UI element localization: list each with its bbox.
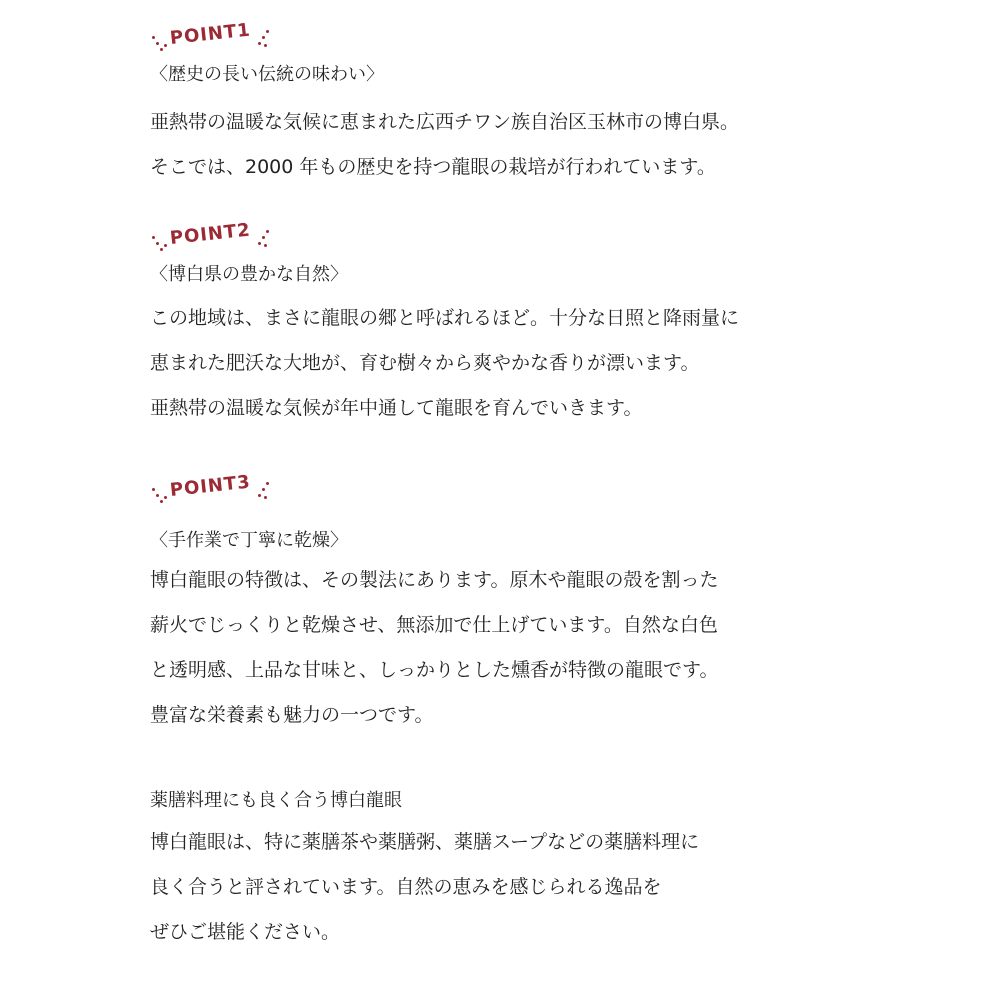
point1-badge [150, 19, 280, 60]
point2-badge [150, 219, 280, 260]
sparkle-dots-right-icon [254, 26, 274, 60]
point3-line-3: と透明感、上品な甘味と、しっかりとした燻香が特徴の龍眼です。 [150, 659, 719, 681]
point3-heading: 〈手作業で丁寧に乾燥〉 [150, 530, 348, 551]
point3-line-4: 豊富な栄養素も魅力の一つです。 [150, 704, 434, 726]
yakuzen-section [150, 786, 970, 955]
yakuzen-heading: 薬膳料理にも良く合う博白龍眼 [150, 790, 402, 811]
point1-heading: 〈歴史の長い伝統の味わい〉 [150, 64, 384, 85]
sparkle-dots-left-icon [150, 478, 170, 512]
point1-label: POINT1 [168, 19, 252, 49]
sparkle-dots-right-icon [254, 478, 274, 512]
point2-label: POINT2 [168, 219, 252, 249]
sparkle-dots-left-icon [150, 226, 170, 260]
point3-badge [150, 471, 280, 512]
point2-heading: 〈博白県の豊かな自然〉 [150, 264, 348, 285]
point2-line-1: この地域は、まさに龍眼の郷と呼ばれるほど。十分な日照と降雨量に [150, 307, 740, 329]
point1-line-2: そこでは、2000 年もの歴史を持つ龍眼の栽培が行われています。 [150, 156, 716, 178]
point2-line-3: 亜熱帯の温暖な気候が年中通して龍眼を育んでいきます。 [150, 397, 643, 419]
point1-section [150, 19, 970, 190]
sparkle-dots-right-icon [254, 226, 274, 260]
sparkle-dots-left-icon [150, 26, 170, 60]
point3-line-2: 薪火でじっくりと乾燥させ、無添加で仕上げています。自然な白色 [150, 614, 718, 636]
yakuzen-line-1: 博白龍眼は、特に薬膳茶や薬膳粥、薬膳スープなどの薬膳料理に [150, 831, 700, 853]
yakuzen-line-2: 良く合うと評されています。自然の恵みを感じられる逸品を [150, 876, 662, 898]
yakuzen-line-3: ぜひご堪能ください。 [150, 921, 341, 943]
point3-line-1: 博白龍眼の特徴は、その製法にあります。原木や龍眼の殻を割った [150, 569, 719, 591]
point3-label: POINT3 [168, 471, 252, 501]
point3-section [150, 471, 970, 738]
point2-line-2: 恵まれた肥沃な大地が、育む樹々から爽やかな香りが漂います。 [150, 352, 700, 374]
point2-section [150, 219, 970, 431]
point1-line-1: 亜熱帯の温暖な気候に恵まれた広西チワン族自治区玉林市の博白県。 [150, 111, 740, 133]
